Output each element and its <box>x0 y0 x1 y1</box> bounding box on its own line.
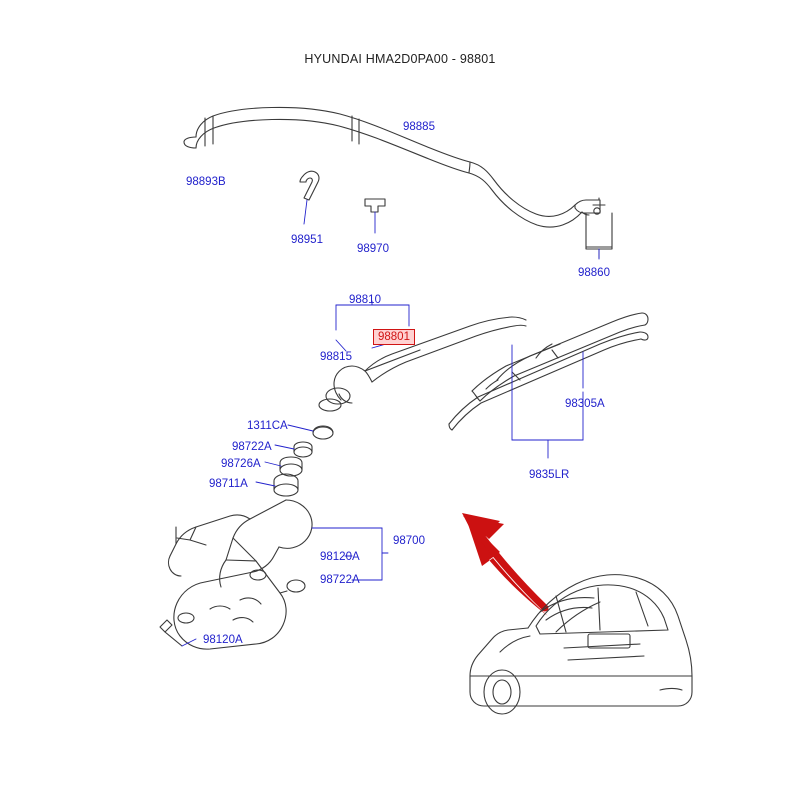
part-label-98860[interactable]: 98860 <box>578 267 610 279</box>
part-label-98885[interactable]: 98885 <box>403 121 435 133</box>
part-label-98120A-motor[interactable]: 98120A <box>320 551 360 563</box>
screw-98120A <box>160 620 182 646</box>
part-label-98120A-screw[interactable]: 98120A <box>203 634 243 646</box>
part-label-98951[interactable]: 98951 <box>291 234 323 246</box>
part-label-98305A[interactable]: 98305A <box>565 398 605 410</box>
part-label-98722A[interactable]: 98722A <box>232 441 272 453</box>
page-title: HYUNDAI HMA2D0PA00 - 98801 <box>304 52 496 66</box>
part-label-1311CA[interactable]: 1311CA <box>247 420 288 432</box>
part-label-98801-highlighted[interactable]: 98801 <box>373 329 415 345</box>
part-label-98810[interactable]: 98810 <box>349 294 381 306</box>
part-label-98726A[interactable]: 98726A <box>221 458 261 470</box>
wiper-blade-98305A <box>449 313 648 430</box>
part-label-9835LR[interactable]: 9835LR <box>529 469 570 481</box>
part-label-98700[interactable]: 98700 <box>393 535 425 547</box>
grommet-98970 <box>365 199 385 212</box>
part-label-98711A[interactable]: 98711A <box>209 478 248 490</box>
part-label-98893B[interactable]: 98893B <box>186 176 226 188</box>
wiper-motor-98700 <box>169 500 313 649</box>
pivot-hardware <box>274 426 333 496</box>
part-label-98722A-motor[interactable]: 98722A <box>320 574 360 586</box>
washer-hose-98885 <box>184 107 600 227</box>
part-label-98815[interactable]: 98815 <box>320 351 352 363</box>
part-label-98970[interactable]: 98970 <box>357 243 389 255</box>
clip-98951 <box>300 171 319 200</box>
vehicle-illustration <box>470 575 692 714</box>
